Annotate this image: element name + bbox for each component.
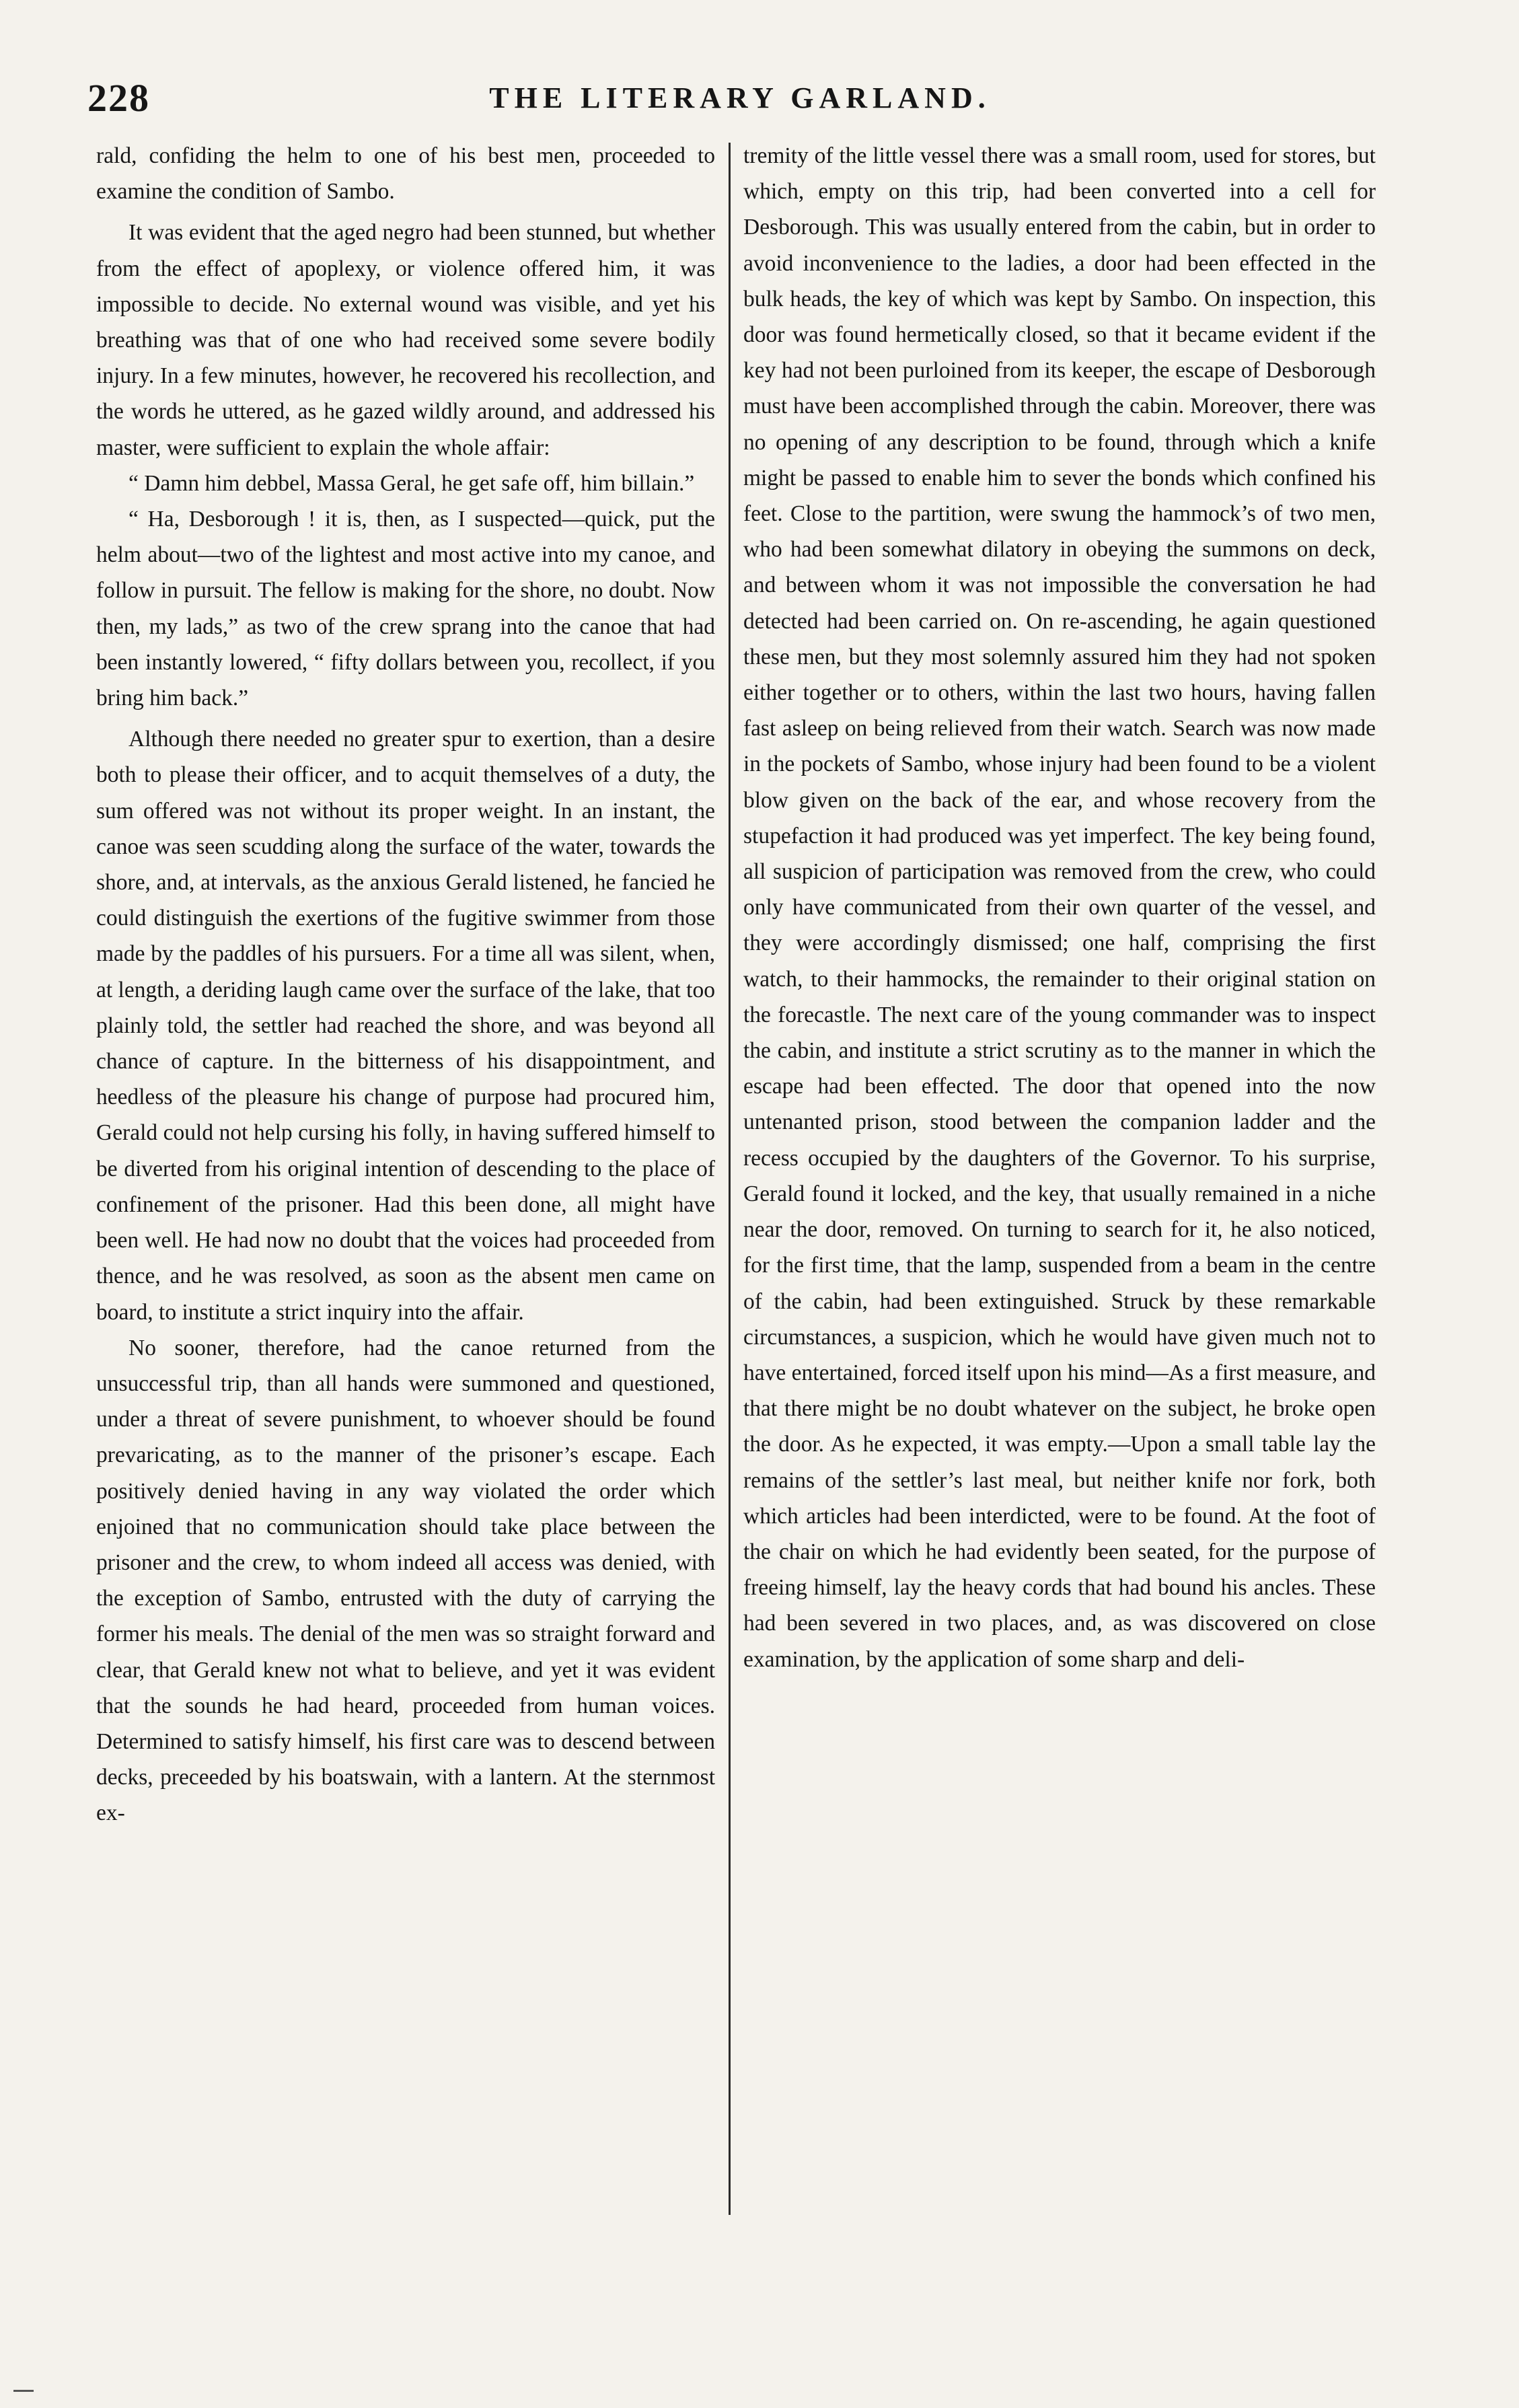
dialogue-paragraph: “ Damn him debbel, Massa Geral, he get safe off, him billain.” <box>128 470 695 496</box>
page-header <box>87 65 1393 132</box>
column-divider <box>729 143 731 2215</box>
page-number: 228 <box>87 76 150 120</box>
page-edge-mark <box>13 2390 34 2392</box>
paragraph: No sooner, therefore, had the canoe returned from the unsuccessful trip, than all hands were summoned and questioned, under a threat of severe punishment, to whoever should be found prevaricating, as to the manner of the prisoner’s escape. Each positively denied having in any way violated the order which enjoined that no communication should take place between the prisoner and the crew, to whom indeed all access was denied, with the exception of Sambo, entrusted with the duty of carrying the former his meals. The denial of the men was so straight forward and clear, that Gerald knew not what to believe, and yet it was evident that the sounds he had heard, proceeded from human voices. Determined to satisfy himself, his first care was to descend between decks, preceeded by his boatswain, with a lantern. At the sternmost ex- <box>96 1335 715 1826</box>
running-title: THE LITERARY GARLAND. <box>489 81 991 114</box>
paragraph: Although there needed no greater spur to exertion, than a desire both to please their officer, and to acquit themselves of a duty, the sum offered was not without its proper weight. In an instant, the canoe was seen scudding along the surface of the water, towards the shore, and, at intervals, as the anxious Gerald listened, he fancied he could distinguish the exertions of the fugitive swimmer from those made by the paddles of his pursuers. For a time all was silent, when, at length, a deriding laugh came over the surface of the lake, that too plainly told, the settler had reached the shore, and was beyond all chance of capture. In the bitterness of his disappointment, and heedless of the pleasure his change of purpose had procured him, Gerald could not help cursing his folly, in having suffered himself to be diverted from his original intention of descending to the place of confinement of the prisoner. Had this been done, all might have been well. He had now no doubt that the voices had proceeded from thence, and he was resolved, as soon as the absent men came on board, to institute a strict inquiry into the affair. <box>96 727 715 1325</box>
paragraph: It was evident that the aged negro had been stunned, but whether from the effect of apoplexy, or violence offered him, it was impossible to decide. No external wound was visible, and yet his breathing was that of one who had received some severe bodily injury. In a few minutes, however, he recovered his recollection, and the words he uttered, as he gazed wildly around, and addressed his master, were sufficient to explain the whole affair: <box>96 220 715 460</box>
dialogue-paragraph: “ Ha, Desborough ! it is, then, as I suspected—quick, put the helm about—two of the lightest and most active into my canoe, and follow in pursuit. The fellow is making for the shore, no doubt. Now then, my lads,” as two of the crew sprang into the canoe that had been instantly lowered, “ fifty dollars between you, recollect, if you bring him back.” <box>96 507 715 711</box>
right-text-column <box>743 138 1376 2230</box>
paragraph: rald, confiding the helm to one of his best men, proceeded to examine the condition of Sambo. <box>96 143 715 205</box>
paragraph: tremity of the little vessel there was a small room, used for stores, but which, empty on this trip, had been converted into a cell for Desborough. This was usually entered from the cabin, but in order to avoid inconvenience to the ladies, a door had been effected in the bulk heads, the key of which was kept by Sambo. On inspection, this door was found hermetically closed, so that it became evident if the key had not been purloined from its keeper, the escape of Desborough must have been accomplished through the cabin. Moreover, there was no opening of any description to be found, through which a knife might be passed to enable him to sever the bonds which confined his feet. Close to the partition, were swung the hammock’s of two men, who had been somewhat dilatory in obeying the summons on deck, and between whom it was not impossible the conversation he had detected had been carried on. On re-ascending, he again questioned these men, but they most solemnly assured him they had not spoken either together or to others, within the last two hours, having fallen fast asleep on being relieved from their watch. Search was now made in the pockets of Sambo, whose injury had been found to be a violent blow given on the back of the ear, and whose recovery from the stupefaction it had produced was yet imperfect. The key being found, all suspicion of participation was removed from the crew, who could only have communicated from their own quarter of the vessel, and they were accordingly dismissed; one half, comprising the first watch, to their hammocks, the remainder to their original station on the forecastle. The next care of the young commander was to inspect the cabin, and institute a strict scrutiny as to the manner in which the escape had been effected. The door that opened into the now untenanted prison, stood between the companion ladder and the recess occupied by the daughters of the Governor. To his surprise, Gerald found it locked, and the key, that usually remained in a niche near the door, removed. On turning to search for it, he also noticed, for the first time, that the lamp, suspended from a beam in the centre of the cabin, had been extinguished. Struck by these remarkable circumstances, a suspicion, which he would have given much not to have entertained, forced itself upon his mind—As a first measure, and that there might be no doubt whatever on the subject, he broke open the door. As he expected, it was empty.—Upon a small table lay the remains of the settler’s last meal, but neither knife nor fork, both which articles had been interdicted, were to be found. At the foot of the chair on which he had evidently been seated, for the purpose of freeing himself, lay the heavy cords that had bound his ancles. These had been severed in two places, and, as was discovered on close examination, by the application of some sharp and deli- <box>743 143 1376 1672</box>
left-text-column <box>96 138 715 2230</box>
